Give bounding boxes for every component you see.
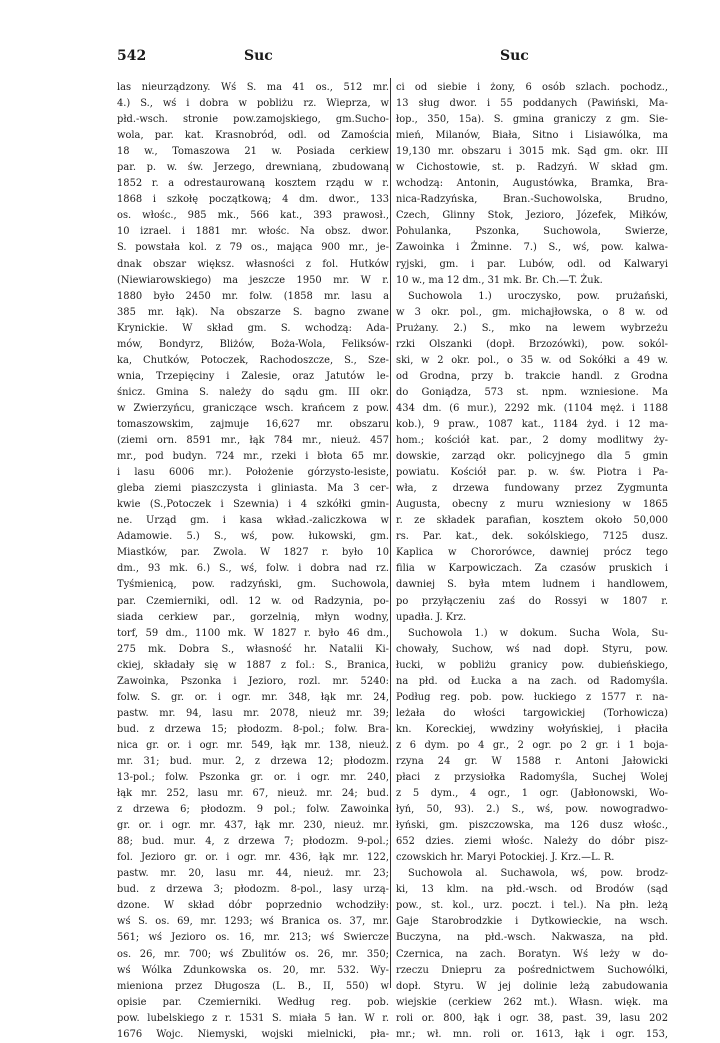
text-line: na płd. od Łucka a na zach. od Radomyśla.: [396, 675, 668, 687]
text-line: po przyłączeniu zaś do Rossyi w 1807 r.: [396, 595, 668, 607]
text-line: 10 w., ma 12 dm., 31 mk. Br. Ch.—T. Żuk.: [396, 274, 603, 286]
text-line: z 5 dym., 4 ogr., 1 ogr. (Jabłonowski, Wo-: [396, 788, 668, 800]
right-text-column: [396, 80, 668, 1043]
text-line: Suchowola 1.) uroczysko, pow. prużański,: [408, 290, 668, 302]
text-line: bud. z drzewa 15; płodozm. 8-pol.; folw. Bra-: [117, 723, 389, 735]
text-line: torf, 59 dm., 1100 mk. W 1827 r. było 46 dm.,: [117, 627, 389, 639]
text-line: Krynickie. W skład gm. S. wchodzą: Ada-: [117, 322, 389, 334]
text-line: (ziemi orn. 8591 mr., łąk 784 mr., nieuż. 457: [117, 435, 389, 447]
text-line: 434 dm. (6 mur.), 2292 mk. (1104 męż. i 1188: [396, 402, 668, 414]
text-line: Gaje Starobrodzkie i Dytkowieckie, na wsch.: [396, 916, 668, 928]
text-line: siada cerkiew par., gorzelnią, młyn wodny,: [117, 611, 389, 623]
text-line: roli or. 800, łąk i ogr. 38, past. 39, lasu 202: [396, 1012, 668, 1024]
text-line: nica-Radzyńska, Bran.-Suchowolska, Brudno,: [396, 194, 668, 206]
text-line: tomaszowskim, zajmuje 16,627 mr. obszaru: [117, 418, 389, 430]
text-line: r. ze składek parafian, kosztem około 50,000: [396, 515, 668, 527]
text-line: ryjski, gm. i par. Lubów, odl. od Kalwaryi: [396, 258, 668, 270]
text-line: ci od siebie i żony, 6 osób szlach. pochodz.,: [396, 82, 668, 93]
text-line: w 3 okr. pol., gm. michajłowska, o 8 w. od: [396, 306, 668, 318]
text-line: Augusta, obecny z muru wzniesiony w 1865: [396, 499, 668, 511]
text-line: Adamowie. 5.) S., wś, pow. łukowski, gm.: [117, 531, 389, 543]
text-line: płaci z przysiołka Radomyśla, Suchej Wolej: [396, 772, 668, 784]
right-running-head: Suc: [500, 48, 529, 64]
text-line: pow. lubelskiego z r. 1531 S. miała 5 łan. W r.: [117, 1012, 389, 1024]
text-line: 19,130 mr. obszaru i 3015 mk. Sąd gm. okr. III: [396, 146, 668, 158]
text-line: Prużany. 2.) S., mko na lewem wybrzeżu: [396, 322, 668, 334]
text-line: łąk mr. 252, lasu mr. 67, nieuż. mr. 24; bud.: [117, 788, 389, 800]
text-line: rzeczu Dniepru za pośrednictwem Suchowólki,: [396, 964, 668, 976]
left-running-head: Suc: [244, 48, 273, 64]
text-line: Buczyna, na płd.-wsch. Nakwasza, na płd.: [396, 932, 668, 944]
text-line: par. p. w. św. Jerzego, drewnianą, zbudowaną: [117, 162, 389, 174]
text-line: upadła. J. Krz.: [396, 611, 467, 623]
text-line: łop., 350, 15a). S. gmina graniczy z gm. Sie-: [396, 114, 668, 126]
text-line: kwie (S.,Potoczek i Szewnia) i 4 szkółki gmin-: [117, 499, 389, 511]
text-line: 18 w., Tomaszowa 21 w. Posiada cerkiew: [117, 146, 389, 158]
text-line: mieniona przez Długosza (L. B., II, 550) w: [117, 980, 389, 992]
text-line: folw. S. gr. or. i ogr. mr. 348, łąk mr. 24,: [117, 691, 389, 703]
text-line: leżała do włości targowickiej (Torhowicza): [396, 707, 668, 719]
text-line: Zawoinka i Żminne. 7.) S., wś, pow. kalwa-: [396, 242, 668, 254]
text-line: do Goniądza, 573 st. npm. wzniesione. Ma: [396, 386, 668, 398]
text-line: mr. 31; bud. mur. 2, z drzewa 12; płodozm.: [117, 755, 389, 767]
text-line: rzyna 24 gr. W 1588 r. Antoni Jałowicki: [396, 755, 668, 767]
text-line: wła, z drzewa fundowany przez Zygmunta: [396, 483, 668, 495]
text-line: w Cichostowie, st. p. Radzyń. W skład gm.: [396, 162, 668, 174]
text-line: 561; wś Jezioro os. 16, mr. 213; wś Swiercze: [117, 932, 389, 944]
text-line: chowały, Suchow, wś nad dopł. Styru, pow.: [396, 643, 668, 655]
text-line: wnia, Trzepięciny i Zalesie, oraz Jatutów le-: [117, 370, 389, 382]
text-line: pow., st. kol., urz. poczt. i tel.). Na płn. leżą: [396, 900, 668, 912]
text-line: kob.), 9 praw., 1087 kat., 1184 żyd. i 12 ma-: [396, 418, 668, 430]
text-line: ski, w 2 okr. pol., o 35 w. od Sokółki a 49 w.: [396, 354, 668, 366]
text-line: 88; bud. mur. 4, z drzewa 7; płodozm. 9-pol.;: [117, 836, 389, 848]
text-line: las nieurządzony. Wś S. ma 41 os., 512 mr.: [117, 82, 389, 93]
text-line: Suchowola al. Suchawola, wś, pow. brodz-: [408, 868, 668, 880]
text-line: ne. Urząd gm. i kasa wkład.-zaliczkowa w: [117, 515, 389, 527]
text-line: łucki, w pobliżu granicy pow. dubieńskiego,: [396, 659, 668, 671]
text-line: powiatu. Kościół par. p. w. św. Piotra i Pa-: [396, 467, 668, 479]
text-line: wola, par. kat. Krasnobród, odl. od Zamościa: [117, 130, 389, 142]
text-line: wś Wólka Zdunkowska os. 20, mr. 532. Wy-: [117, 964, 389, 976]
text-line: pastw. mr. 94, lasu mr. 2078, nieuż mr. 39;: [117, 707, 389, 719]
text-line: Pohulanka, Pszonka, Suchowola, Swierze,: [396, 226, 668, 238]
text-line: Czech, Glinny Stok, Jezioro, Józefek, Miłków,: [396, 210, 668, 222]
text-line: i lasu 6006 mr.). Położenie górzysto-lesiste,: [117, 467, 389, 479]
text-line: par. Czemierniki, odl. 12 w. od Radzynia, po-: [117, 595, 389, 607]
text-line: 4.) S., wś i dobra w pobliżu rz. Wieprza, w: [117, 98, 389, 110]
text-line: Zawoinka, Pszonka i Jezioro, rozl. mr. 5240:: [117, 675, 389, 687]
text-line: z 6 dym. po 4 gr., 2 ogr. po 2 gr. i 1 boja-: [396, 739, 668, 751]
text-line: Suchowola 1.) w dokum. Sucha Wola, Su-: [408, 627, 668, 639]
text-line: rs. Par. kat., dek. sokólskiego, 7125 dusz.: [396, 531, 668, 543]
text-line: ka, Chutków, Potoczek, Rachodoszcze, S., Sze-: [117, 354, 389, 366]
text-line: łyński, gm. piszczowska, ma 126 dusz włośc.,: [396, 820, 668, 832]
text-line: mów, Bondyrz, Bliżów, Boża-Wola, Feliksów-: [117, 338, 389, 350]
text-line: opisie par. Czemierniki. Według reg. pob.: [117, 996, 389, 1008]
text-line: gr. or. i ogr. mr. 437, łąk mr. 230, nieuż. mr.: [117, 820, 389, 832]
text-line: mr.; wł. mn. roli or. 1613, łąk i ogr. 153,: [396, 1028, 668, 1040]
text-line: dm., 93 mk. 6.) S., wś, folw. i dobra nad rz.: [117, 563, 389, 575]
text-line: wchodzą: Antonin, Augustówka, Bramka, Bra-: [396, 178, 668, 190]
page-number: 542: [117, 48, 147, 64]
text-line: rzki Olszanki (dopł. Brzozówki), pow. sokól-: [396, 338, 668, 350]
text-line: ki, 13 klm. na płd.-wsch. od Brodów (sąd: [396, 884, 668, 896]
text-line: gleba ziemi piaszczysta i gliniasta. Ma 3 cer-: [117, 483, 389, 495]
text-line: mień, Milanów, Biała, Sitno i Lisiawólka, ma: [396, 130, 668, 142]
text-line: (Niewiarowskiego) ma jeszcze 1950 mr. W r.: [117, 274, 389, 286]
text-line: dopł. Styru. W jej dolinie leżą zabudowania: [396, 980, 668, 992]
text-line: 10 izrael. i 1881 mr. włośc. Na obsz. dwor.: [117, 226, 389, 238]
text-line: nica gr. or. i ogr. mr. 549, łąk mr. 138, nieuż.: [117, 739, 389, 751]
text-line: łyń, 50, 93). 2.) S., wś, pow. nowogradwo-: [396, 804, 668, 816]
left-text-column: [117, 80, 389, 1043]
text-line: wiejskie (cerkiew 262 mt.). Własn. więk. ma: [396, 996, 668, 1008]
text-line: płd.-wsch. stronie pow.zamojskiego, gm.Sucho-: [117, 114, 389, 126]
text-line: Kaplica w Chororówce, dawniej prócz tego: [396, 547, 668, 559]
text-line: śnicz. Gmina S. należy do sądu gm. III okr.: [117, 386, 389, 398]
text-line: 13 sług dwor. i 55 poddanych (Pawiński, Ma-: [396, 98, 668, 110]
text-line: ckiej, składały się w 1887 z fol.: S., Branica,: [117, 659, 389, 671]
text-line: z drzewa 6; płodozm. 9 pol.; folw. Zawoinka: [117, 804, 389, 816]
text-line: 13-pol.; folw. Pszonka gr. or. i ogr. mr. 240,: [117, 772, 389, 784]
text-line: dnak obszar większ. własności z fol. Hutków: [117, 258, 389, 270]
text-line: 1676 Wojc. Niemyski, wojski mielnicki, pła-: [117, 1028, 389, 1040]
text-line: Miastków, par. Zwola. W 1827 r. było 10: [117, 547, 389, 559]
text-line: dowskie, zarząd okr. policyjnego dla 5 gmin: [396, 451, 668, 463]
text-line: os. włośc., 985 mk., 566 kat., 393 prawosł.,: [117, 210, 389, 222]
text-line: w Zwierzyńcu, graniczące wsch. krańcem z pow.: [117, 402, 389, 414]
text-line: 1880 było 2450 mr. folw. (1858 mr. lasu a: [117, 290, 389, 302]
text-line: pastw. mr. 20, lasu mr. 44, nieuż. mr. 23;: [117, 868, 389, 880]
text-line: wś S. os. 69, mr. 1293; wś Branica os. 37, mr.: [117, 916, 389, 928]
text-line: os. 26, mr. 700; wś Zbulitów os. 26, mr. 350;: [117, 948, 389, 960]
text-line: S. powstała kol. z 79 os., mająca 900 mr., je-: [117, 242, 389, 254]
text-line: mr., pod budyn. 724 mr., rzeki i błota 65 mr.: [117, 451, 389, 463]
text-line: dzone. W skład dóbr poprzednio wchodziły:: [117, 900, 389, 912]
text-line: dawniej S. była mtem ludnem i handlowem,: [396, 579, 668, 591]
text-line: czowskich hr. Maryi Potockiej. J. Krz.—L. R.: [396, 852, 615, 864]
text-line: 385 mr. łąk). Na obszarze S. bagno zwane: [117, 306, 389, 318]
text-line: Podług reg. pob. pow. łuckiego z 1577 r. na-: [396, 691, 668, 703]
text-line: kn. Koreckiej, wwdziny wołyńskiej, i płaciła: [396, 723, 668, 735]
text-line: 1852 r. a odrestaurowaną kosztem rządu w r.: [117, 178, 389, 190]
text-line: bud. z drzewa 3; płodozm. 8-pol., lasy urzą-: [117, 884, 389, 896]
text-line: Tyśmienicą, pow. radzyński, gm. Suchowola,: [117, 579, 389, 591]
text-line: od Grodna, przy b. trakcie handl. z Grodna: [396, 370, 668, 382]
column-divider: [390, 78, 391, 988]
text-line: fol. Jezioro gr. or. i ogr. mr. 436, łąk mr. 122,: [117, 852, 389, 864]
page-header: [0, 48, 720, 68]
text-line: hom.; kościół kat. par., 2 domy modlitwy ży-: [396, 435, 668, 447]
text-line: Czernica, na zach. Boratyn. Wś leży w do-: [396, 948, 668, 960]
text-line: 275 mk. Dobra S., własność hr. Natalii Ki-: [117, 643, 389, 655]
text-line: filia w Karpowiczach. Za czasów pruskich i: [396, 563, 668, 575]
text-line: 1868 i szkołę początkową; 4 dm. dwor., 133: [117, 194, 389, 206]
text-line: 652 dzies. ziemi włośc. Należy do dóbr pisz-: [396, 836, 668, 848]
